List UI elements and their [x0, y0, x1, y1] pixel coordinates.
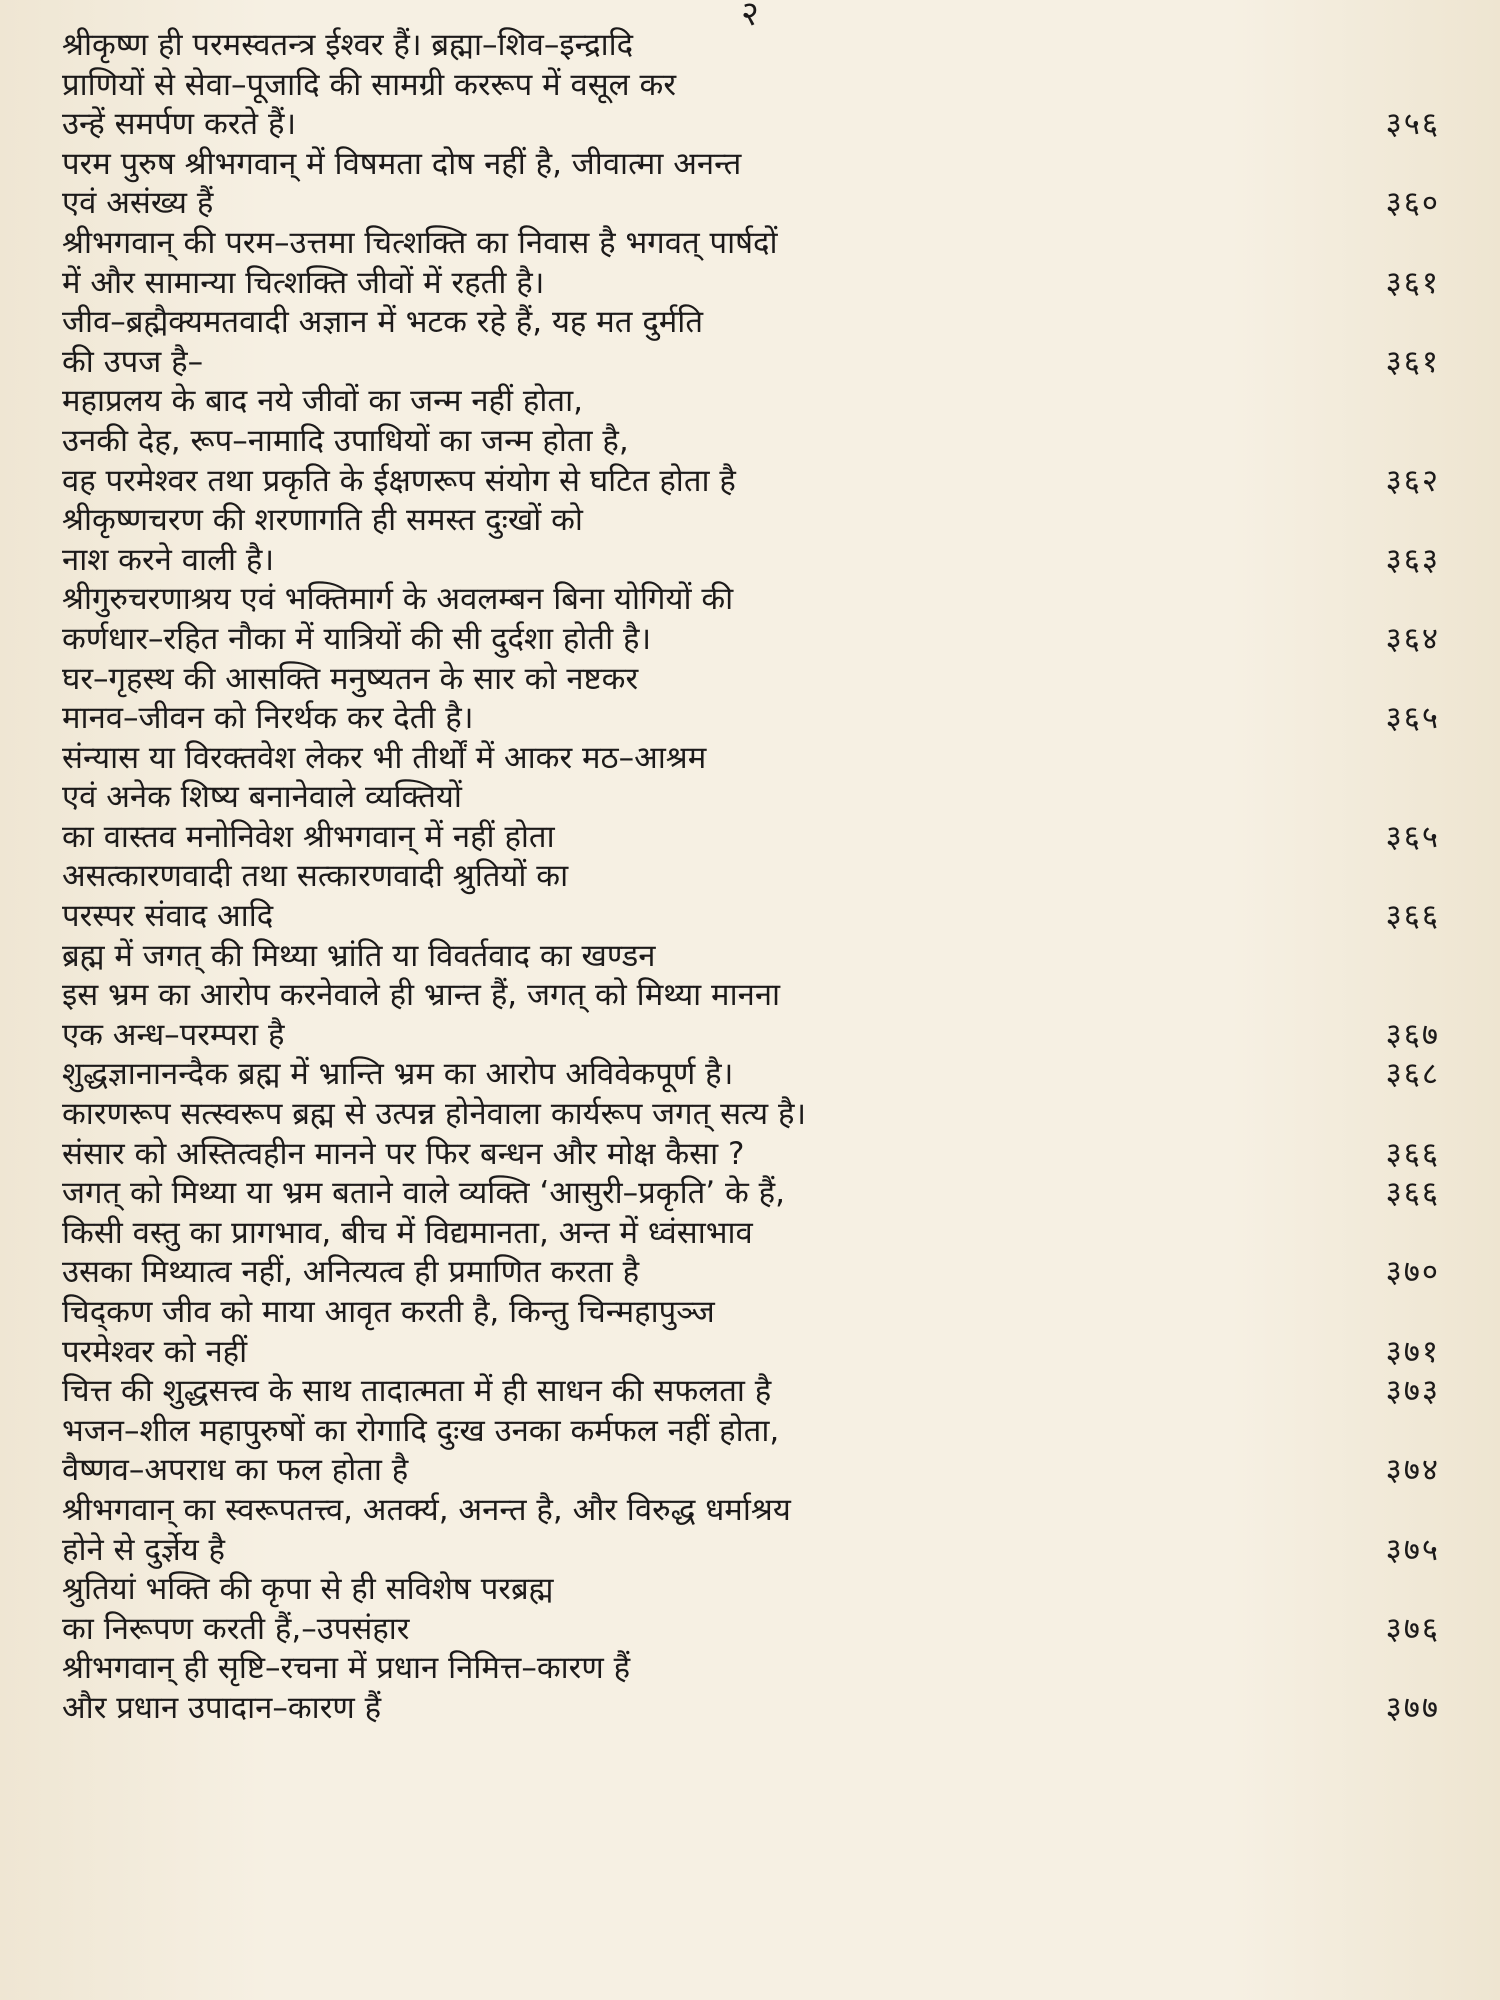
toc-entry-text: महाप्रलय के बाद नये जीवों का जन्म नहीं होता, — [62, 383, 583, 420]
toc-entry-text: श्रीभगवान् की परम–उत्तमा चित्शक्ति का निवास है भगवत् पार्षदों — [62, 224, 778, 261]
toc-entry-text: मानव–जीवन को निरर्थक कर देती है। — [62, 700, 474, 737]
toc-entry-line — [62, 1689, 1440, 1729]
toc-entry — [62, 224, 1440, 303]
toc-entry-line — [62, 1095, 1440, 1135]
toc-page-number: ३७१ — [1385, 1333, 1440, 1370]
toc-entry — [62, 1491, 1440, 1570]
toc-page-number: ३६८ — [1385, 1056, 1440, 1093]
toc-entry — [62, 1055, 1440, 1095]
toc-entry-line — [62, 937, 1440, 977]
toc-entry-line — [62, 1174, 1440, 1214]
toc-entry-text: संसार को अस्तित्वहीन मानने पर फिर बन्धन और मोक्ष कैसा ? — [62, 1135, 745, 1172]
toc-entry-text: उन्हें समर्पण करते हैं। — [62, 106, 297, 143]
toc-entry — [62, 1412, 1440, 1491]
toc-entry — [62, 660, 1440, 739]
toc-page-number: ३६४ — [1385, 620, 1440, 657]
toc-page-number: ३७० — [1385, 1254, 1440, 1291]
toc-entry-line — [62, 541, 1440, 581]
toc-entry-text: का वास्तव मनोनिवेश श्रीभगवान् में नहीं होता — [62, 818, 555, 855]
toc-entry-line — [62, 462, 1440, 502]
toc-entry-text: जगत् को मिथ्या या भ्रम बताने वाले व्यक्ति ‘आसुरी–प्रकृति’ के हैं, — [62, 1175, 785, 1212]
toc-page-number: ३६६ — [1385, 898, 1440, 935]
toc-entry — [62, 739, 1440, 858]
toc-page-number: ३६७ — [1385, 1016, 1440, 1053]
toc-entry-line — [62, 303, 1440, 343]
toc-page-number: ३६५ — [1385, 700, 1440, 737]
toc-entry — [62, 1095, 1440, 1135]
toc-entry-text: उनकी देह, रूप–नामादि उपाधियों का जन्म होता है, — [62, 422, 629, 459]
toc-entry-line — [62, 1253, 1440, 1293]
toc-entry-line — [62, 422, 1440, 462]
toc-page-number: ३५६ — [1385, 106, 1440, 143]
toc-entry-text: संन्यास या विरक्तवेश लेकर भी तीर्थों में आकर मठ–आश्रम — [62, 739, 707, 776]
toc-page-number: ३७३ — [1385, 1373, 1440, 1410]
toc-page-number: ३६२ — [1385, 462, 1440, 499]
toc-entry-text: एवं अनेक शिष्य बनानेवाले व्यक्तियों — [62, 779, 462, 816]
toc-entry-text: वैष्णव–अपराध का फल होता है — [62, 1452, 409, 1489]
toc-entry-line — [62, 580, 1440, 620]
toc-entry — [62, 580, 1440, 659]
toc-entry-text: श्रीभगवान् ही सृष्टि–रचना में प्रधान निमित्त–कारण हैं — [62, 1650, 631, 1687]
toc-entry-text: इस भ्रम का आरोप करनेवाले ही भ्रान्त हैं, जगत् को मिथ्या मानना — [62, 977, 781, 1014]
toc-entry-text: श्रीकृष्णचरण की शरणागति ही समस्त दुःखों को — [62, 502, 583, 539]
toc-page-number: ३६० — [1385, 185, 1440, 222]
toc-entry-line — [62, 1055, 1440, 1095]
toc-entry-line — [62, 897, 1440, 937]
toc-entry-line — [62, 1293, 1440, 1333]
toc-entry-text: प्राणियों से सेवा–पूजादि की सामग्री कररूप में वसूल कर — [62, 66, 677, 103]
toc-entry-text: असत्कारणवादी तथा सत्कारणवादी श्रुतियों का — [62, 858, 569, 895]
toc-entry — [62, 1214, 1440, 1293]
toc-page-number: ३७६ — [1385, 1610, 1440, 1647]
toc-entry-text: शुद्धज्ञानानन्दैक ब्रह्म में भ्रान्ति भ्रम का आरोप अविवेकपूर्ण है। — [62, 1056, 734, 1093]
toc-entry-text: और प्रधान उपादान–कारण हैं — [62, 1689, 382, 1726]
toc-entry-text: परमेश्वर को नहीं — [62, 1333, 248, 1370]
table-of-contents — [62, 26, 1440, 1729]
toc-entry-line — [62, 224, 1440, 264]
toc-entry-text: जीव–ब्रह्मैक्यमतवादी अज्ञान में भटक रहे हैं, यह मत दुर्मति — [62, 304, 704, 341]
toc-entry-text: होने से दुर्ज्ञेय है — [62, 1531, 225, 1568]
toc-page-number: ३६५ — [1385, 818, 1440, 855]
toc-entry — [62, 1649, 1440, 1728]
toc-entry-line — [62, 382, 1440, 422]
toc-entry-text: परस्पर संवाद आदि — [62, 898, 274, 935]
toc-entry-line — [62, 1412, 1440, 1452]
toc-entry-text: की उपज है– — [62, 343, 204, 380]
toc-entry-text: परम पुरुष श्रीभगवान् में विषमता दोष नहीं है, जीवात्मा अनन्त — [62, 145, 742, 182]
toc-entry — [62, 145, 1440, 224]
toc-entry-line — [62, 1491, 1440, 1531]
toc-entry-line — [62, 343, 1440, 383]
toc-page-number: ३७४ — [1385, 1452, 1440, 1489]
toc-entry-line — [62, 105, 1440, 145]
toc-entry-text: श्रुतियां भक्ति की कृपा से ही सविशेष परब्रह्म — [62, 1571, 554, 1608]
toc-entry-text: में और सामान्या चित्शक्ति जीवों में रहती है। — [62, 264, 545, 301]
toc-entry — [62, 1174, 1440, 1214]
toc-entry-line — [62, 184, 1440, 224]
toc-entry-line — [62, 26, 1440, 66]
toc-page-number: ३६१ — [1385, 264, 1440, 301]
toc-entry-line — [62, 699, 1440, 739]
toc-entry-line — [62, 264, 1440, 304]
toc-entry — [62, 501, 1440, 580]
toc-entry-line — [62, 1333, 1440, 1373]
toc-entry-text: श्रीगुरुचरणाश्रय एवं भक्तिमार्ग के अवलम्बन बिना योगियों की — [62, 581, 734, 618]
toc-entry-text: श्रीकृष्ण ही परमस्वतन्त्र ईश्वर हैं। ब्रह्मा–शिव–इन्द्रादि — [62, 27, 634, 63]
toc-entry-text: चित्त की शुद्धसत्त्व के साथ तादात्मता में ही साधन की सफलता है — [62, 1373, 772, 1410]
toc-page-number: ३६३ — [1385, 541, 1440, 578]
toc-entry-text: उसका मिथ्यात्व नहीं, अनित्यत्व ही प्रमाणित करता है — [62, 1254, 640, 1291]
toc-entry — [62, 857, 1440, 936]
toc-page-number: ३६६ — [1385, 1175, 1440, 1212]
toc-entry-line — [62, 620, 1440, 660]
toc-entry-text: एवं असंख्य हैं — [62, 185, 214, 222]
toc-entry-line — [62, 1570, 1440, 1610]
toc-entry-line — [62, 1135, 1440, 1175]
toc-entry-text: कारणरूप सत्स्वरूप ब्रह्म से उत्पन्न होनेवाला कार्यरूप जगत् सत्य है। — [62, 1096, 807, 1133]
toc-page-number: ३७७ — [1385, 1689, 1440, 1726]
toc-entry-line — [62, 1451, 1440, 1491]
toc-entry — [62, 1372, 1440, 1412]
toc-entry-line — [62, 1016, 1440, 1056]
toc-entry-text: नाश करने वाली है। — [62, 541, 275, 578]
toc-entry-text: कर्णधार–रहित नौका में यात्रियों की सी दुर्दशा होती है। — [62, 620, 652, 657]
toc-entry-line — [62, 1214, 1440, 1254]
toc-entry-line — [62, 857, 1440, 897]
toc-entry-line — [62, 145, 1440, 185]
toc-entry-line — [62, 1610, 1440, 1650]
toc-entry-line — [62, 976, 1440, 1016]
toc-entry-line — [62, 66, 1440, 106]
toc-entry — [62, 382, 1440, 501]
toc-entry-line — [62, 501, 1440, 541]
toc-entry-text: श्रीभगवान् का स्वरूपतत्त्व, अतर्क्य, अनन्त है, और विरुद्ध धर्माश्रय — [62, 1491, 791, 1528]
toc-entry — [62, 303, 1440, 382]
toc-entry-line — [62, 1531, 1440, 1571]
toc-entry-line — [62, 1649, 1440, 1689]
toc-entry-text: घर–गृहस्थ की आसक्ति मनुष्यतन के सार को नष्टकर — [62, 660, 639, 697]
page-number-header: २ — [741, 0, 759, 34]
toc-entry — [62, 937, 1440, 1056]
toc-entry-line — [62, 778, 1440, 818]
toc-entry-text: वह परमेश्वर तथा प्रकृति के ईक्षणरूप संयोग से घटित होता है — [62, 462, 736, 499]
toc-entry-line — [62, 660, 1440, 700]
toc-entry-text: ब्रह्म में जगत् की मिथ्या भ्रांति या विवर्तवाद का खण्डन — [62, 937, 656, 974]
toc-entry — [62, 1570, 1440, 1649]
toc-entry — [62, 26, 1440, 145]
toc-entry-text: एक अन्ध–परम्परा है — [62, 1016, 285, 1053]
toc-entry-text: का निरूपण करती हैं,–उपसंहार — [62, 1610, 410, 1647]
toc-entry-text: भजन–शील महापुरुषों का रोगादि दुःख उनका कर्मफल नहीं होता, — [62, 1412, 780, 1449]
toc-page-number: ३६१ — [1385, 343, 1440, 380]
toc-page-number: ३७५ — [1385, 1531, 1440, 1568]
toc-entry-text: किसी वस्तु का प्रागभाव, बीच में विद्यमानता, अन्त में ध्वंसाभाव — [62, 1214, 753, 1251]
toc-entry-line — [62, 739, 1440, 779]
toc-entry-text: चिद्कण जीव को माया आवृत करती है, किन्तु चिन्महापुञ्ज — [62, 1294, 715, 1330]
toc-entry-line — [62, 1372, 1440, 1412]
toc-entry — [62, 1135, 1440, 1175]
toc-page-number: ३६६ — [1385, 1135, 1440, 1172]
toc-entry-line — [62, 818, 1440, 858]
toc-entry — [62, 1293, 1440, 1372]
